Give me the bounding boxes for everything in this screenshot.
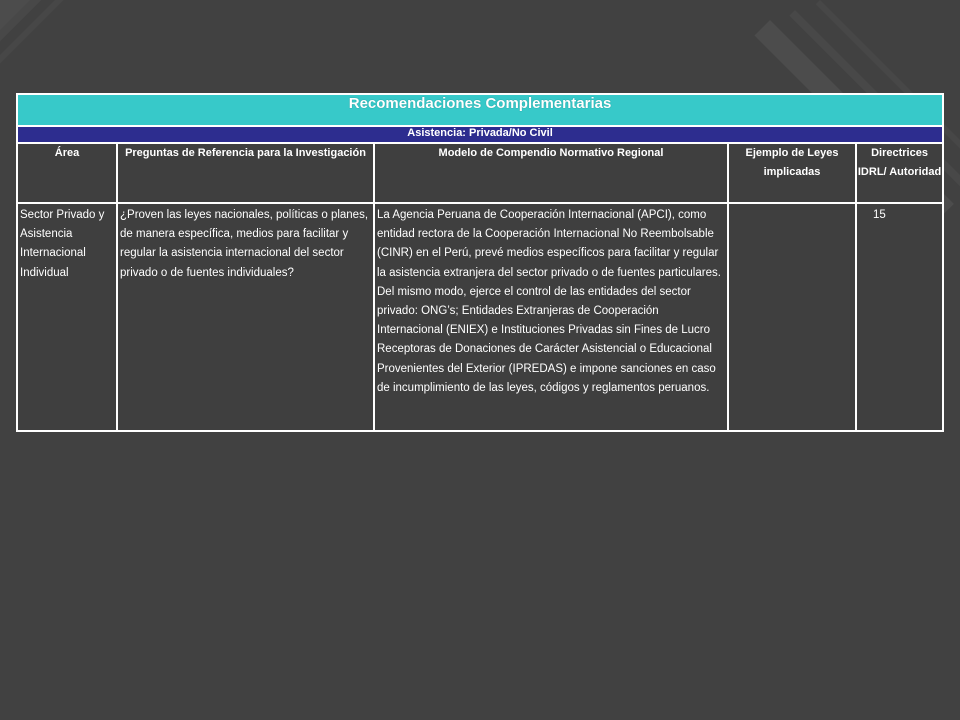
- laws-text: [729, 204, 855, 206]
- cell-question: [117, 203, 374, 431]
- column-header-questions: Preguntas de Referencia para la Investigación: [117, 143, 374, 203]
- area-text: Sector Privado y Asistencia Internacional Individual: [20, 209, 105, 279]
- table-row: [17, 203, 943, 431]
- table-subtitle: Asistencia: Privada/No Civil: [17, 126, 943, 143]
- model-text: La Agencia Peruana de Cooperación Internacional (APCI), como entidad rectora de la Cooperación Internacional No Reembolsable (CINR) en el Perú, prevé medios específicos para facilitar y regular la asistencia extranjera del sector privado o de fuentes particulares. Del mismo modo, ejerce el control de las entidades del sector privado: ONG’s; Entidades Extranjeras de Cooperación Internacional (ENIEX) e Instituciones Privadas sin Fines de Lucro Receptoras de Donaciones de Carácter Asistencial o Educacional Provenientes del Exterior (IPREDAS) e impone sanciones en caso de incumplimiento de las leyes, códigos y reglamentos peruanos.: [377, 209, 721, 394]
- cell-area: [17, 203, 117, 431]
- column-header-area: Área: [17, 143, 117, 203]
- cell-model: [374, 203, 728, 431]
- cell-laws: [728, 203, 856, 431]
- guideline-text: 15: [873, 209, 886, 221]
- recommendations-table: [16, 93, 944, 432]
- column-header-guidelines: Directrices IDRL/ Autoridad: [856, 143, 943, 203]
- cell-guideline: [856, 203, 943, 431]
- question-text: ¿Proven las leyes nacionales, políticas o planes, de manera específica, medios para facilitar y regular la asistencia internacional del sector privado o de fuentes individuales?: [120, 209, 369, 279]
- column-header-model: Modelo de Compendio Normativo Regional: [374, 143, 728, 203]
- table-title: Recomendaciones Complementarias: [17, 94, 943, 126]
- column-header-laws: Ejemplo de Leyes implicadas: [728, 143, 856, 203]
